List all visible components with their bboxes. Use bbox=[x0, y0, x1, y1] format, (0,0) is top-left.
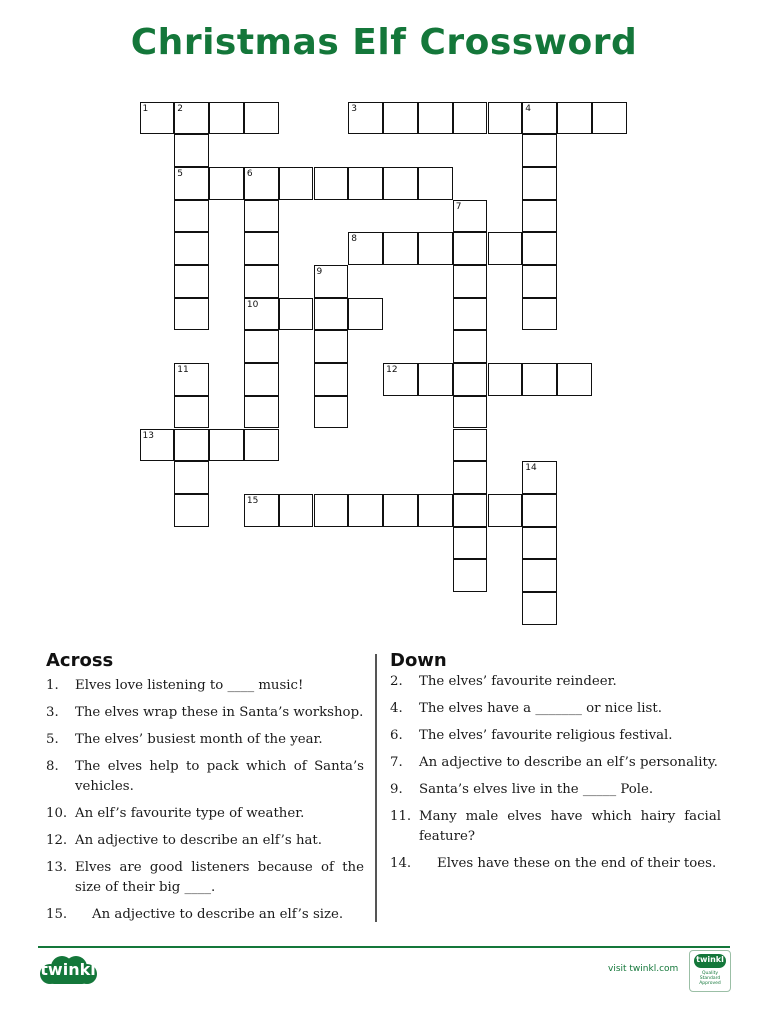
crossword-cell[interactable] bbox=[174, 494, 209, 527]
clue-number: 1. bbox=[46, 678, 59, 693]
across-clue bbox=[46, 905, 364, 925]
crossword-cell[interactable] bbox=[209, 429, 244, 462]
clue-number: 10 bbox=[246, 299, 259, 310]
crossword-cell[interactable] bbox=[453, 559, 488, 592]
crossword-cell[interactable] bbox=[418, 232, 453, 265]
page-title: Christmas Elf Crossword bbox=[130, 22, 638, 63]
crossword-cell[interactable] bbox=[453, 363, 488, 396]
clue-number: 9. bbox=[390, 782, 403, 797]
clue-number: 11. bbox=[390, 809, 412, 824]
clue-text: The elves help to pack which of Santa’s vehicles. bbox=[75, 759, 364, 794]
clue-number: 11 bbox=[177, 365, 189, 376]
clue-number: 12. bbox=[46, 833, 68, 848]
logo-text: twinkl bbox=[40, 960, 96, 979]
clue-text: Elves love listening to ____ music! bbox=[75, 678, 304, 693]
down-clue bbox=[390, 780, 721, 800]
clue-text: The elves wrap these in Santa’s workshop. bbox=[75, 705, 364, 720]
crossword-cell[interactable] bbox=[522, 232, 557, 265]
badge-text: Quality Standard Approved bbox=[699, 971, 721, 986]
crossword-cell[interactable] bbox=[174, 429, 209, 462]
crossword-cell[interactable] bbox=[522, 134, 557, 167]
down-clue bbox=[390, 807, 721, 847]
crossword-cell[interactable] bbox=[488, 494, 523, 527]
column-divider bbox=[375, 654, 377, 922]
clue-number: 14 bbox=[525, 463, 537, 474]
clue-text: Santa’s elves live in the _____ Pole. bbox=[419, 782, 654, 797]
crossword-cell[interactable] bbox=[174, 461, 209, 494]
crossword-cell[interactable] bbox=[314, 494, 349, 527]
crossword-cell[interactable] bbox=[348, 494, 383, 527]
clue-text: An adjective to describe an elf’s hat. bbox=[75, 833, 322, 848]
crossword-cell[interactable] bbox=[383, 167, 418, 200]
clue-text: The elves have a _______ or nice list. bbox=[419, 701, 662, 716]
clue-number: 5 bbox=[177, 168, 184, 179]
footer-divider bbox=[38, 946, 730, 948]
clue-number: 13. bbox=[46, 860, 68, 875]
crossword-cell[interactable] bbox=[244, 330, 279, 363]
crossword-cell[interactable] bbox=[592, 102, 627, 135]
clue-number: 15 bbox=[246, 495, 259, 506]
crossword-cell[interactable] bbox=[522, 363, 557, 396]
down-clue bbox=[390, 753, 721, 773]
across-clue bbox=[46, 730, 364, 750]
clue-number: 8. bbox=[46, 759, 59, 774]
clue-number: 9 bbox=[316, 267, 323, 277]
down-clue bbox=[390, 854, 721, 874]
crossword-cell[interactable] bbox=[244, 396, 279, 429]
crossword-cell[interactable] bbox=[279, 494, 314, 527]
clue-number: 15. bbox=[46, 907, 68, 922]
clue-text: An adjective to describe an elf’s size. bbox=[92, 907, 344, 922]
crossword-cell[interactable] bbox=[314, 167, 349, 200]
across-clue bbox=[46, 804, 364, 824]
crossword-cell[interactable] bbox=[557, 102, 592, 135]
crossword-cell[interactable] bbox=[453, 298, 488, 331]
crossword-cell[interactable] bbox=[314, 298, 349, 331]
down-clue bbox=[390, 672, 721, 692]
crossword-cell[interactable] bbox=[522, 200, 557, 233]
crossword-cell[interactable] bbox=[314, 363, 349, 396]
crossword-cell[interactable] bbox=[522, 592, 557, 625]
down-heading: Down bbox=[390, 650, 447, 671]
clue-text: An adjective to describe an elf’s personality. bbox=[419, 755, 718, 770]
clue-number: 12 bbox=[386, 365, 398, 376]
quality-standard-badge-icon bbox=[689, 950, 731, 992]
crossword-cell[interactable] bbox=[383, 494, 418, 527]
clue-number: 3. bbox=[46, 705, 59, 720]
crossword-cell[interactable] bbox=[453, 265, 488, 298]
clue-text: Elves have these on the end of their toes. bbox=[437, 856, 717, 871]
crossword-cell[interactable] bbox=[314, 396, 349, 429]
across-clue bbox=[46, 858, 364, 898]
clue-text: The elves’ favourite religious festival. bbox=[419, 728, 673, 743]
crossword-cell[interactable] bbox=[174, 396, 209, 429]
clue-text: The elves’ favourite reindeer. bbox=[419, 674, 617, 689]
clue-text: An elf’s favourite type of weather. bbox=[75, 806, 305, 821]
crossword-cell[interactable] bbox=[418, 494, 453, 527]
visit-link[interactable]: visit twinkl.com bbox=[608, 964, 679, 974]
clue-number: 2 bbox=[177, 103, 184, 114]
crossword-cell[interactable] bbox=[453, 429, 488, 462]
clue-number: 3 bbox=[351, 103, 358, 114]
crossword-cell[interactable] bbox=[488, 102, 523, 135]
crossword-cell[interactable] bbox=[244, 200, 279, 233]
across-heading: Across bbox=[46, 650, 114, 671]
crossword-cell[interactable] bbox=[557, 363, 592, 396]
clue-number: 8 bbox=[351, 234, 358, 245]
across-clue bbox=[46, 831, 364, 851]
crossword-cell[interactable] bbox=[174, 232, 209, 265]
clue-number: 4 bbox=[525, 103, 532, 114]
crossword-cell[interactable] bbox=[418, 167, 453, 200]
crossword-cell[interactable] bbox=[348, 298, 383, 331]
clue-text: Many male elves have which hairy facial feature? bbox=[419, 809, 721, 844]
crossword-cell[interactable] bbox=[488, 363, 523, 396]
crossword-cell[interactable] bbox=[174, 134, 209, 167]
clue-number: 13 bbox=[142, 430, 154, 441]
clue-number: 4. bbox=[390, 701, 403, 716]
clue-number: 5. bbox=[46, 732, 59, 747]
crossword-cell[interactable] bbox=[453, 232, 488, 265]
clue-number: 6 bbox=[246, 168, 253, 179]
crossword-cell[interactable] bbox=[453, 527, 488, 560]
clue-number: 7 bbox=[455, 201, 462, 212]
crossword-cell[interactable] bbox=[453, 330, 488, 363]
clue-number: 10. bbox=[46, 806, 68, 821]
across-clue bbox=[46, 676, 364, 696]
clue-number: 7. bbox=[390, 755, 403, 770]
crossword-cell[interactable] bbox=[383, 102, 418, 135]
clue-text: The elves’ busiest month of the year. bbox=[75, 732, 323, 747]
crossword-cell[interactable] bbox=[279, 167, 314, 200]
crossword-cell[interactable] bbox=[453, 102, 488, 135]
crossword-cell[interactable] bbox=[209, 167, 244, 200]
crossword-cell[interactable] bbox=[209, 102, 244, 135]
crossword-cell[interactable] bbox=[522, 298, 557, 331]
crossword-cell[interactable] bbox=[522, 265, 557, 298]
crossword-cell[interactable] bbox=[418, 363, 453, 396]
crossword-cell[interactable] bbox=[244, 429, 279, 462]
clue-text: Elves are good listeners because of the size of their big ____. bbox=[75, 860, 364, 895]
down-clue bbox=[390, 726, 721, 746]
crossword-cell[interactable] bbox=[348, 167, 383, 200]
crossword-cell[interactable] bbox=[522, 167, 557, 200]
crossword-cell[interactable] bbox=[488, 232, 523, 265]
crossword-cell[interactable] bbox=[418, 102, 453, 135]
crossword-cell[interactable] bbox=[522, 559, 557, 592]
crossword-cell[interactable] bbox=[244, 363, 279, 396]
crossword-cell[interactable] bbox=[244, 232, 279, 265]
clue-number: 6. bbox=[390, 728, 403, 743]
twinkl-logo[interactable] bbox=[38, 954, 98, 988]
crossword-cell[interactable] bbox=[244, 265, 279, 298]
badge-title: twinkl bbox=[696, 955, 724, 964]
crossword-cell[interactable] bbox=[174, 298, 209, 331]
clue-number: 2. bbox=[390, 674, 403, 689]
crossword-cell[interactable] bbox=[244, 102, 279, 135]
across-clue bbox=[46, 703, 364, 723]
crossword-cell[interactable] bbox=[453, 396, 488, 429]
crossword-cell[interactable] bbox=[314, 330, 349, 363]
crossword-cell[interactable] bbox=[174, 265, 209, 298]
across-clue bbox=[46, 757, 364, 797]
clue-number: 1 bbox=[142, 103, 149, 114]
crossword-cell[interactable] bbox=[174, 200, 209, 233]
crossword-cell[interactable] bbox=[279, 298, 314, 331]
crossword-cell[interactable] bbox=[522, 494, 557, 527]
crossword-cell[interactable] bbox=[453, 461, 488, 494]
down-clue bbox=[390, 699, 721, 719]
crossword-cell[interactable] bbox=[522, 527, 557, 560]
crossword-cell[interactable] bbox=[383, 232, 418, 265]
clue-number: 14. bbox=[390, 856, 412, 871]
crossword-cell[interactable] bbox=[453, 494, 488, 527]
